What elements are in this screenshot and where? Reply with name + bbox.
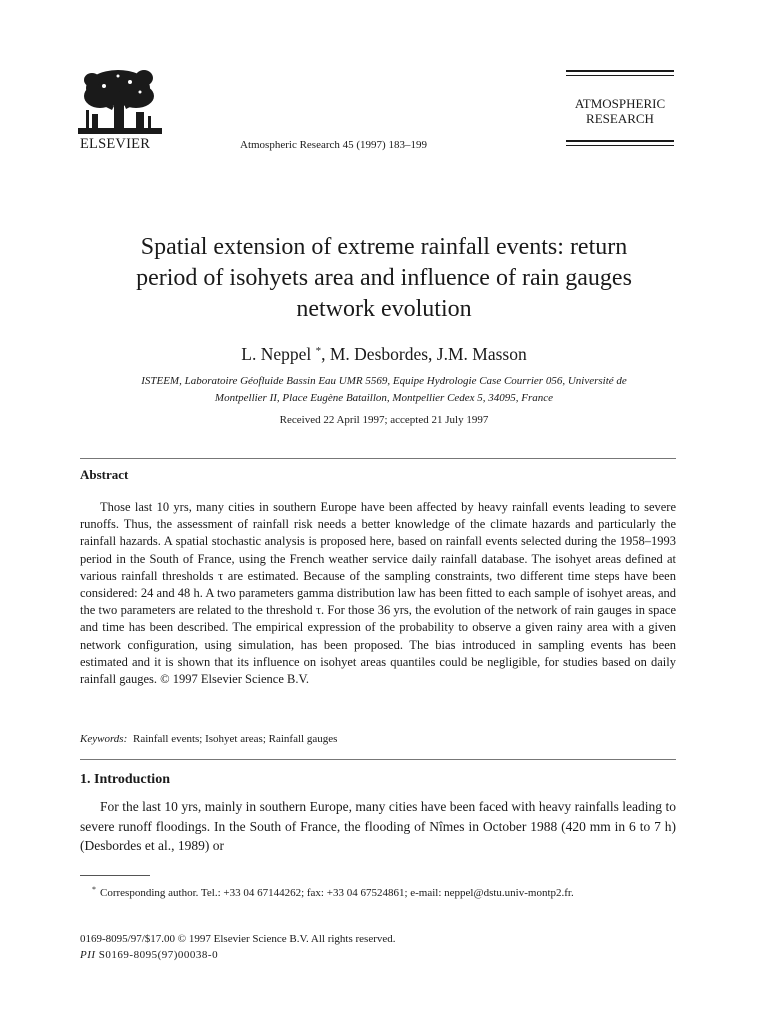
footnote: [80, 881, 676, 902]
journal-rule-bottom-thin: [566, 145, 674, 146]
article-title: [60, 232, 708, 325]
journal-rule-bottom: [566, 140, 674, 142]
journal-rule-top-thin: [566, 75, 674, 76]
journal-name-box: [566, 70, 674, 149]
affiliation-line-2: Montpellier II, Place Eugène Bataillon, Montpellier Cedex 5, 34095, France: [214, 392, 554, 404]
title-line-2: period of isohyets area and influence of rain gauges: [136, 265, 632, 291]
journal-name-line1: ATMOSPHERIC: [574, 96, 666, 111]
copyright-line: 0169-8095/97/$17.00 © 1997 Elsevier Science B.V. All rights reserved.: [80, 933, 396, 945]
keywords: [80, 733, 337, 745]
intro-top-divider: [80, 759, 676, 760]
elsevier-tree-logo-icon: [78, 66, 162, 138]
footnote-mark: *: [92, 885, 96, 894]
corresponding-author-mark[interactable]: *: [315, 345, 322, 357]
abstract-top-divider: [80, 458, 676, 459]
introduction-text: For the last 10 yrs, mainly in southern Europe, many cities have been faced with heavy rainfalls leading to severe runoff floodings. In the South of France, the flooding of Nîmes in October 1988 (420 mm in 6 to 7 h) (Desbordes et al., 1989) or: [80, 799, 676, 853]
pii-line: [80, 949, 218, 961]
affiliation: [70, 373, 698, 407]
author-neppel: L. Neppel: [241, 344, 312, 364]
abstract-text: Those last 10 yrs, many cities in southern Europe have been affected by heavy rainfall events leading to severe runoffs. Thus, the assessment of rainfall risk needs a better knowledge of the climate hazards and particularly the rainfall hazards. A spatial stochastic analysis is proposed here, based on rainfall events selected during the 1958–1993 period in the South of France, using the French weather service daily rainfall database. The isohyet areas defined at various rainfall thresholds τ are estimated. Because of the sampling constraints, two different time steps have been considered: 24 and 48 h. A two parameters gamma distribution law has been fitted to each sample of isohyet areas, and the two parameters are related to the threshold τ. For those 36 yrs, the evolution of the network of rain gauges in space and time has been described. The empirical expression of the probability to observe a given rainy area with a given network configuration, using simulation, has been proposed. The bias introduced in sampling events has been estimated and it is shown that its influence on isohyet areas quantiles could be negligible, for studies based on daily rainfall gauges. © 1997 Elsevier Science B.V.: [80, 500, 676, 687]
journal-citation: Atmospheric Research 45 (1997) 183–199: [240, 139, 427, 151]
keywords-list: Rainfall events; Isohyet areas; Rainfall gauges: [133, 733, 338, 745]
received-dates: Received 22 April 1997; accepted 21 July 1997: [279, 414, 489, 426]
footnote-divider: [80, 875, 150, 876]
journal-rule-top: [566, 70, 674, 72]
title-line-1: Spatial extension of extreme rainfall events: return: [140, 234, 628, 260]
other-authors: , M. Desbordes, J.M. Masson: [321, 344, 527, 364]
journal-name-line2: RESEARCH: [586, 111, 654, 126]
title-line-3: network evolution: [296, 296, 472, 322]
abstract-heading: Abstract: [80, 467, 129, 482]
keywords-label: Keywords:: [80, 733, 128, 745]
introduction-heading: 1. Introduction: [80, 772, 170, 787]
affiliation-line-1: ISTEEM, Laboratoire Géofluide Bassin Eau UMR 5569, Equipe Hydrologie Case Courrier 056, Université de: [141, 375, 627, 387]
journal-name: [566, 96, 674, 126]
author-list: [60, 344, 708, 365]
footnote-text: Corresponding author. Tel.: +33 04 67144262; fax: +33 04 67524861; e-mail: neppel@dstu.univ-montp2.fr.: [100, 887, 574, 899]
pii-label: PII: [80, 949, 96, 961]
pii-value: S0169-8095(97)00038-0: [98, 949, 219, 961]
publisher-name: ELSEVIER: [80, 136, 151, 152]
